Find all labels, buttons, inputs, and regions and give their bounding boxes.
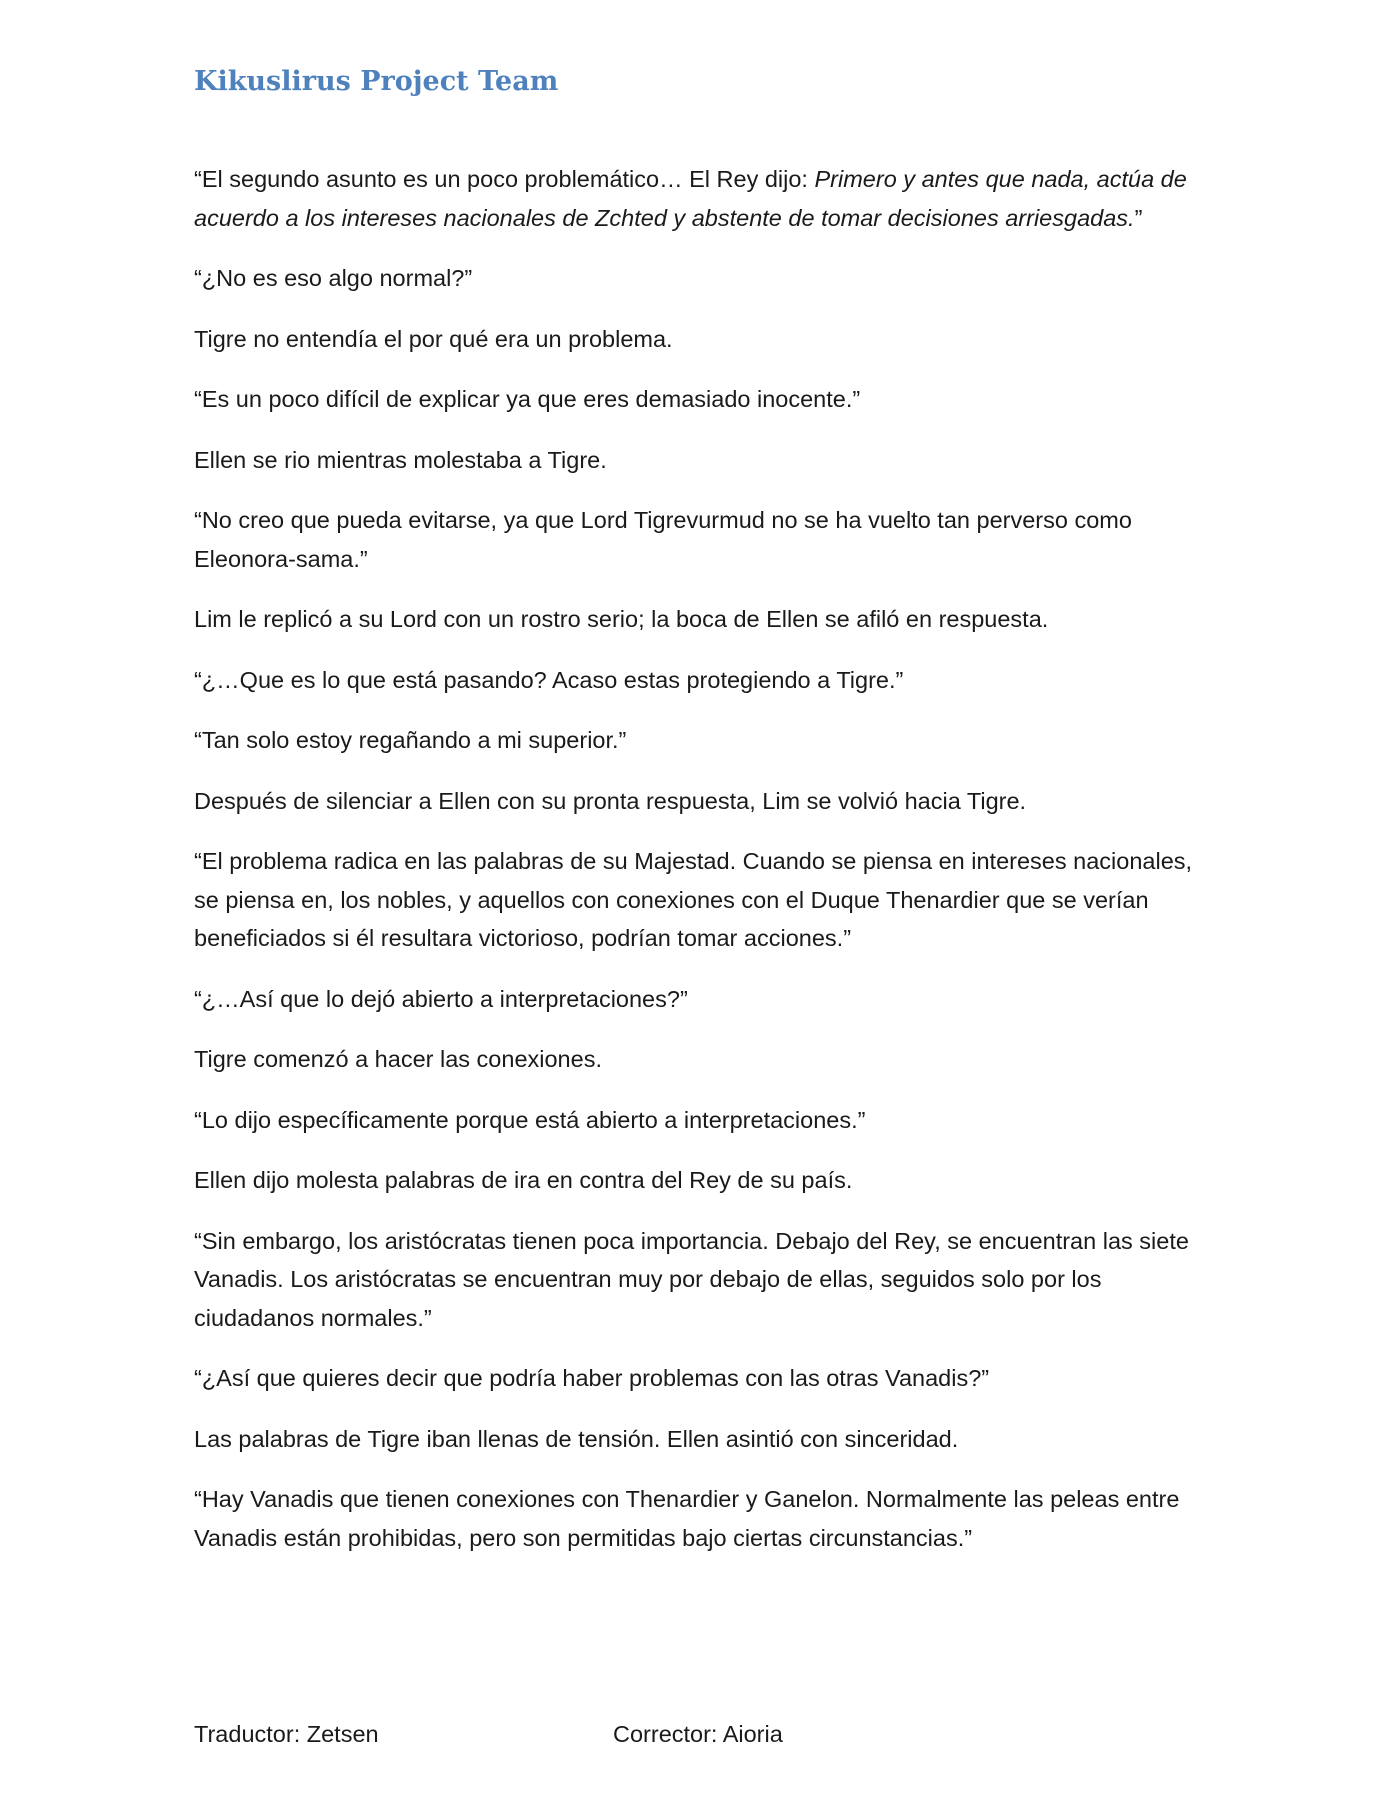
footer-corrector: Corrector: Aioria [613,1721,783,1747]
paragraph: Ellen se rio mientras molestaba a Tigre. [194,446,607,473]
footer-translator: Traductor: Zetsen [194,1721,379,1747]
document-body [194,160,1214,1579]
paragraph: Ellen dijo molesta palabras de ira en contra del Rey de su país. [194,1167,853,1193]
paragraph [194,160,1214,237]
paragraph: “Lo dijo específicamente porque está abierto a interpretaciones.” [194,1106,866,1133]
paragraph: “¿Así que quieres decir que podría haber problemas con las otras Vanadis?” [194,1365,990,1391]
paragraph: “Sin embargo, los aristócratas tienen poca importancia. Debajo del Rey, se encuentran las siete Vanadis. Los aristócratas se encuentran muy por debajo de ellas, seguidos solo por los ciudadanos normales.” [194,1227,1189,1331]
paragraph: “¿…Que es lo que está pasando? Acaso estas protegiendo a Tigre.” [194,666,904,693]
paragraph: “Hay Vanadis que tienen conexiones con Thenardier y Ganelon. Normalmente las peleas entre Vanadis están prohibidas, pero son permitidas bajo ciertas circunstancias.” [194,1486,1180,1551]
paragraph: Lim le replicó a su Lord con un rostro serio; la boca de Ellen se afiló en respuesta. [194,606,1049,632]
paragraph: Las palabras de Tigre iban llenas de tensión. Ellen asintió con sinceridad. [194,1425,959,1452]
paragraph: “No creo que pueda evitarse, ya que Lord Tigrevurmud no se ha vuelto tan perverso como Eleonora-sama.” [194,507,1132,572]
paragraph: Tigre comenzó a hacer las conexiones. [194,1046,602,1072]
paragraph-italic-quote: Primero y antes que nada, actúa de acuerdo a los intereses nacionales de Zchted y abstente de tomar decisiones arriesgadas. [194,166,1187,231]
paragraph-text: ” [1134,204,1143,231]
paragraph: “Es un poco difícil de explicar ya que eres demasiado inocente.” [194,386,861,412]
paragraph: “El problema radica en las palabras de su Majestad. Cuando se piensa en intereses nacionales, se piensa en, los nobles, y aquellos con conexiones con el Duque Thenardier que se verían beneficiados si él resultara victorioso, podrían tomar acciones.” [194,848,1193,951]
paragraph-text: “El segundo asunto es un poco problemático… El Rey dijo: [194,166,815,192]
header-title: Kikuslirus Project Team [194,66,559,97]
paragraph: Tigre no entendía el por qué era un problema. [194,325,673,352]
paragraph: Después de silenciar a Ellen con su pronta respuesta, Lim se volvió hacia Tigre. [194,787,1027,814]
paragraph: “¿…Así que lo dejó abierto a interpretaciones?” [194,985,688,1012]
paragraph: “¿No es eso algo normal?” [194,265,473,291]
paragraph: “Tan solo estoy regañando a mi superior.” [194,727,627,753]
